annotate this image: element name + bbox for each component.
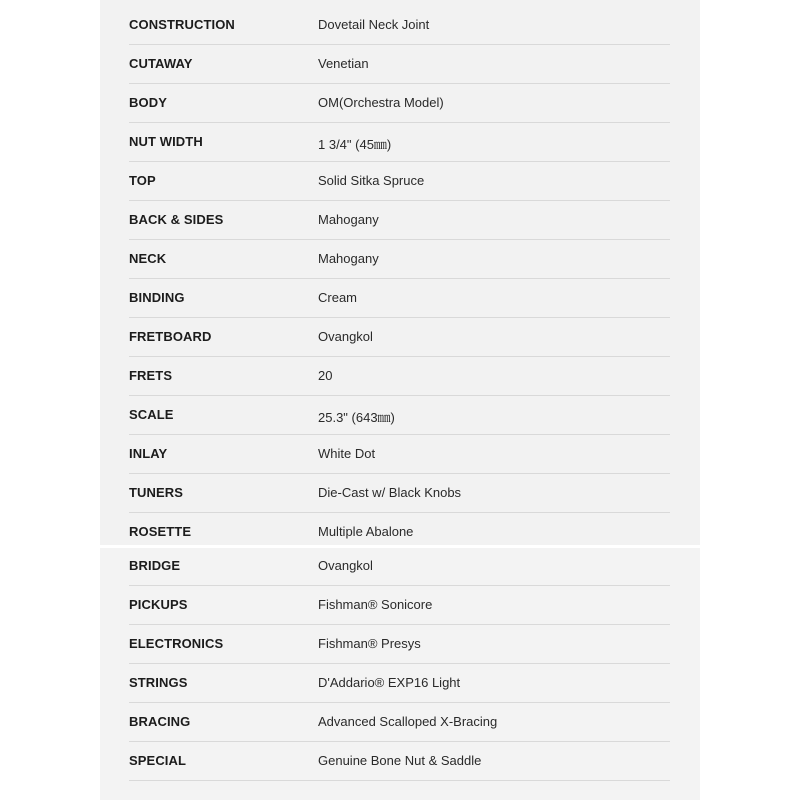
spec-row-special — [129, 742, 670, 781]
spec-label: BODY — [129, 95, 167, 110]
spec-row-scale — [129, 396, 670, 435]
spec-label: CUTAWAY — [129, 56, 193, 71]
spec-row-bracing — [129, 703, 670, 742]
spec-label: ELECTRONICS — [129, 636, 224, 651]
spec-value: 25.3" (643㎜) — [318, 410, 395, 425]
spec-label: NUT WIDTH — [129, 134, 203, 149]
spec-value: Ovangkol — [318, 329, 373, 344]
spec-value: 20 — [318, 368, 333, 383]
spec-label: SCALE — [129, 407, 174, 422]
spec-value: Fishman® Presys — [318, 636, 421, 651]
spec-row-body — [129, 84, 670, 123]
spec-value: Venetian — [318, 56, 369, 71]
spec-row-tuners — [129, 474, 670, 513]
spec-label: FRETBOARD — [129, 329, 212, 344]
spec-label: TUNERS — [129, 485, 184, 500]
spec-value: White Dot — [318, 446, 376, 461]
spec-label: STRINGS — [129, 675, 188, 690]
spec-value: Ovangkol — [318, 558, 373, 573]
spec-label: FRETS — [129, 368, 173, 383]
spec-value: Solid Sitka Spruce — [318, 173, 425, 188]
spec-row-frets — [129, 357, 670, 396]
spec-label: ROSETTE — [129, 524, 192, 539]
spec-table-lower — [129, 547, 670, 781]
spec-row-pickups — [129, 586, 670, 625]
spec-value: Mahogany — [318, 251, 379, 266]
spec-row-cutaway — [129, 45, 670, 84]
spec-row-electronics — [129, 625, 670, 664]
spec-label: INLAY — [129, 446, 168, 461]
spec-label: CONSTRUCTION — [129, 17, 235, 32]
spec-row-neck — [129, 240, 670, 279]
spec-row-fretboard — [129, 318, 670, 357]
spec-value: Multiple Abalone — [318, 524, 414, 539]
spec-row-construction — [129, 6, 670, 45]
spec-label: SPECIAL — [129, 753, 187, 768]
spec-row-bridge — [129, 547, 670, 586]
spec-value: Genuine Bone Nut & Saddle — [318, 753, 482, 768]
spec-row-top — [129, 162, 670, 201]
spec-value: Advanced Scalloped X-Bracing — [318, 714, 498, 729]
spec-value: Dovetail Neck Joint — [318, 17, 430, 32]
spec-label: BACK & SIDES — [129, 212, 224, 227]
spec-value: Cream — [318, 290, 358, 305]
spec-value: Die-Cast w/ Black Knobs — [318, 485, 462, 500]
spec-label: BRIDGE — [129, 558, 181, 573]
spec-row-binding — [129, 279, 670, 318]
spec-row-rosette — [129, 513, 670, 551]
spec-row-nut-width — [129, 123, 670, 162]
spec-value: 1 3/4" (45㎜) — [318, 137, 392, 152]
spec-label: BRACING — [129, 714, 191, 729]
spec-row-strings — [129, 664, 670, 703]
spec-label: TOP — [129, 173, 156, 188]
spec-label: PICKUPS — [129, 597, 188, 612]
spec-row-back-sides — [129, 201, 670, 240]
spec-table-upper — [129, 6, 670, 551]
spec-value: Mahogany — [318, 212, 379, 227]
spec-label: BINDING — [129, 290, 185, 305]
spec-value: Fishman® Sonicore — [318, 597, 433, 612]
spec-value: OM(Orchestra Model) — [318, 95, 444, 110]
spec-row-inlay — [129, 435, 670, 474]
spec-label: NECK — [129, 251, 167, 266]
spec-value: D'Addario® EXP16 Light — [318, 675, 461, 690]
